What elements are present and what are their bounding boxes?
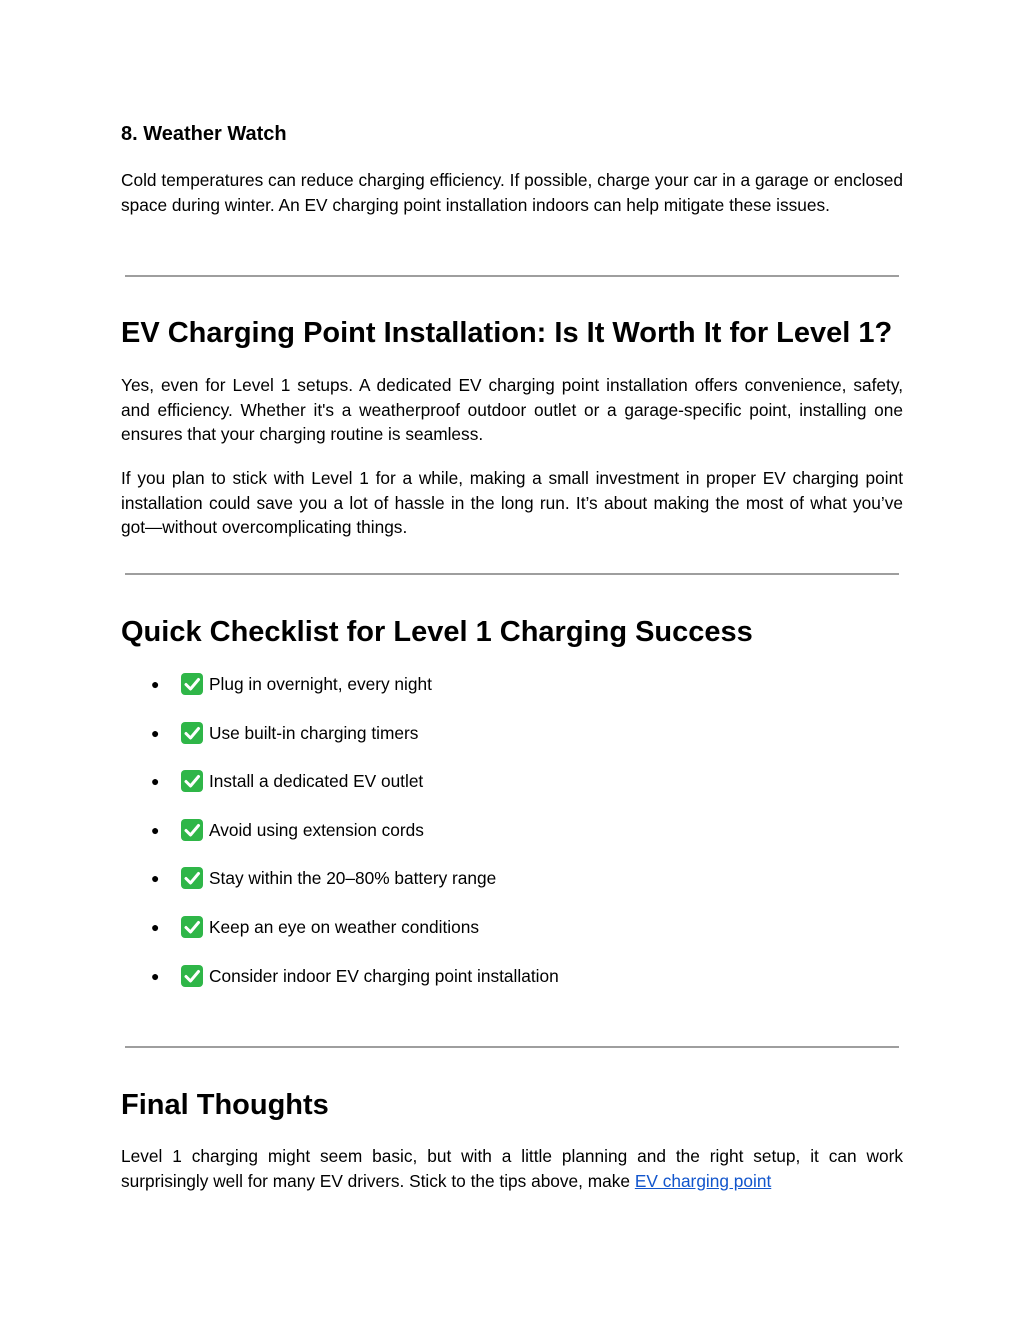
checklist-item-text: Use built-in charging timers [209, 722, 419, 743]
check-mark-icon [181, 770, 203, 792]
bullet-icon: ● [151, 676, 160, 692]
weather-watch-paragraph: Cold temperatures can reduce charging efficiency. If possible, charge your car in a garage or enclosed space during winter. An EV charging point installation indoors can help mitigate these issues. [121, 170, 903, 215]
final-thoughts-paragraph [121, 1144, 903, 1193]
checklist-item [121, 765, 903, 814]
worth-it-paragraph-1: Yes, even for Level 1 setups. A dedicated EV charging point installation offers convenience, safety, and efficiency. Whether it's a weatherproof outdoor outlet or a garage-specific point, installing one ensures that your charging routine is seamless. [121, 375, 903, 444]
bullet-icon: ● [151, 918, 160, 935]
section-divider [125, 1046, 899, 1048]
checklist-item-text: Stay within the 20–80% battery range [209, 868, 497, 889]
worth-it-heading: EV Charging Point Installation: Is It Worth It for Level 1? [121, 317, 893, 349]
worth-it-paragraph-2: If you plan to stick with Level 1 for a while, making a small investment in proper EV charging point installation could save you a lot of hassle in the long run. It’s about making the most of what you’ve got—without overcomplicating things. [121, 468, 903, 537]
checklist-item [121, 717, 903, 766]
weather-watch-heading: 8. Weather Watch [121, 123, 287, 145]
checklist-item-text: Avoid using extension cords [209, 819, 424, 840]
bullet-icon: ● [151, 724, 160, 741]
check-mark-icon [181, 722, 203, 744]
checklist-item [121, 911, 903, 960]
check-mark-icon [181, 965, 203, 987]
checklist-item-text: Plug in overnight, every night [209, 674, 432, 694]
checklist-item-text: Keep an eye on weather conditions [209, 916, 479, 937]
check-mark-icon [181, 673, 203, 695]
section-divider [125, 573, 899, 575]
bullet-icon: ● [151, 967, 160, 984]
checklist-item [121, 814, 903, 863]
check-mark-icon [181, 819, 203, 841]
checklist-item-text: Consider indoor EV charging point installation [209, 965, 559, 986]
checklist-item-text: Install a dedicated EV outlet [209, 771, 424, 792]
final-thoughts-heading: Final Thoughts [121, 1089, 329, 1121]
checklist-item [121, 862, 903, 911]
checklist-item [121, 668, 903, 717]
checklist-item [121, 960, 903, 1009]
bullet-icon: ● [151, 870, 160, 887]
ev-charging-point-link[interactable]: EV charging point [634, 1170, 772, 1191]
checklist-heading: Quick Checklist for Level 1 Charging Success [121, 616, 753, 648]
bullet-icon: ● [151, 821, 160, 838]
section-divider [125, 275, 899, 277]
checklist [121, 668, 903, 1008]
check-mark-icon [181, 916, 203, 938]
bullet-icon: ● [151, 773, 160, 790]
check-mark-icon [181, 867, 203, 889]
final-thoughts-text: Level 1 charging might seem basic, but with a little planning and the right setup, it can work surprisingly well for many EV drivers. Stick to the tips above, make [121, 1146, 903, 1191]
